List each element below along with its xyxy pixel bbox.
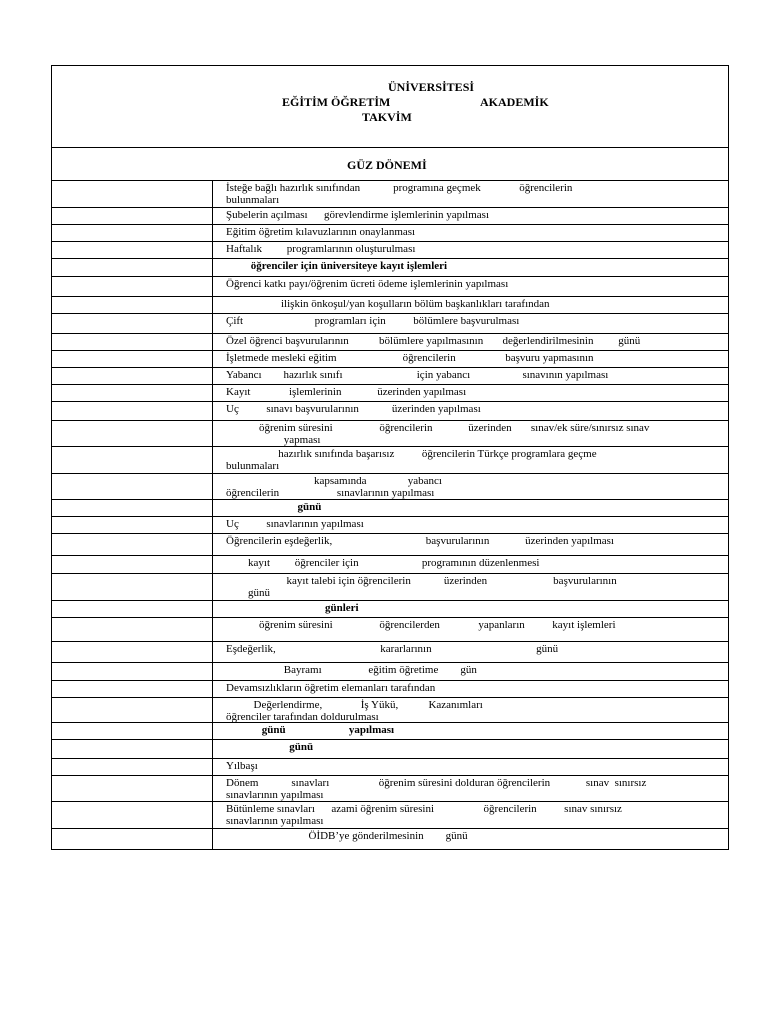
date-cell — [52, 277, 213, 296]
calendar-row — [52, 723, 728, 740]
activity-cell — [213, 723, 728, 739]
activity-text: sınavlarının yapılması — [226, 789, 324, 801]
activity-text: İsteğe bağlı hazırlık sınıfından programına geçmek öğrencilerin — [226, 182, 573, 194]
activity-text: Haftalık programlarının oluşturulması — [226, 243, 416, 255]
calendar-row — [52, 759, 728, 776]
calendar-row — [52, 385, 728, 402]
activity-cell — [213, 334, 728, 350]
activity-cell — [213, 385, 728, 401]
date-cell — [52, 601, 213, 617]
calendar-row — [52, 208, 728, 225]
calendar-row — [52, 421, 728, 447]
calendar-row — [52, 618, 728, 642]
date-cell — [52, 368, 213, 384]
activity-cell — [213, 181, 728, 207]
calendar-row — [52, 740, 728, 759]
activity-cell — [213, 759, 728, 775]
calendar-row — [52, 681, 728, 698]
activity-text: öğrenim süresini öğrencilerden yapanların kayıt işlemleri — [226, 619, 616, 631]
date-cell — [52, 351, 213, 367]
activity-cell — [213, 740, 728, 758]
date-cell — [52, 447, 213, 473]
calendar-row — [52, 802, 728, 829]
date-cell — [52, 663, 213, 680]
season-heading — [52, 148, 728, 181]
calendar-row — [52, 698, 728, 723]
activity-text: Öğrenci katkı payı/öğrenim ücreti ödeme işlemlerinin yapılması — [226, 278, 509, 290]
calendar-row — [52, 334, 728, 351]
calendar-row — [52, 517, 728, 534]
season-title: GÜZ DÖNEMİ — [347, 158, 427, 172]
date-cell — [52, 759, 213, 775]
activity-cell — [213, 601, 728, 617]
date-cell — [52, 181, 213, 207]
date-cell — [52, 802, 213, 828]
activity-text: öğrenciler için üniversiteye kayıt işlemleri — [226, 260, 448, 272]
activity-cell — [213, 277, 728, 296]
calendar-row — [52, 663, 728, 681]
calendar-row — [52, 474, 728, 500]
date-cell — [52, 829, 213, 849]
header-academic: AKADEMİK — [480, 95, 549, 109]
activity-text: Yabancı hazırlık sınıfı için yabancı sınavının yapılması — [226, 369, 609, 381]
activity-cell — [213, 402, 728, 420]
header-education-year: EĞİTİM ÖĞRETİM — [282, 95, 391, 109]
calendar-row — [52, 242, 728, 259]
activity-text: Uç sınavı başvurularının üzerinden yapılması — [226, 403, 481, 415]
activity-cell — [213, 663, 728, 680]
activity-cell — [213, 517, 728, 533]
date-cell — [52, 776, 213, 801]
activity-text: kapsamında yabancı — [226, 475, 442, 487]
calendar-row — [52, 351, 728, 368]
university-title: ÜNİVERSİTESİ — [388, 80, 475, 94]
activity-text: Çift programları için bölümlere başvurulması — [226, 315, 520, 327]
activity-text: Değerlendirme, İş Yükü, Kazanımları — [226, 699, 483, 711]
activity-text: günü — [226, 587, 270, 599]
date-cell — [52, 474, 213, 499]
activity-cell — [213, 642, 728, 662]
activity-text: bulunmaları — [226, 194, 280, 206]
calendar-row — [52, 225, 728, 242]
calendar-row — [52, 259, 728, 277]
calendar-row — [52, 534, 728, 556]
date-cell — [52, 314, 213, 333]
date-cell — [52, 642, 213, 662]
date-cell — [52, 402, 213, 420]
calendar-row — [52, 277, 728, 297]
activity-text: öğrenim süresini öğrencilerin üzerinden sınav/ek süre/sınırsız sınav — [226, 422, 650, 434]
activity-text: Bayramı eğitim öğretime gün — [226, 664, 477, 676]
calendar-row — [52, 297, 728, 314]
date-cell — [52, 556, 213, 573]
activity-cell — [213, 368, 728, 384]
activity-cell — [213, 556, 728, 573]
activity-text: kayıt talebi için öğrencilerin üzerinden başvurularının — [226, 575, 617, 587]
date-cell — [52, 297, 213, 313]
activity-cell — [213, 776, 728, 801]
calendar-row — [52, 447, 728, 474]
academic-calendar-table — [51, 65, 729, 850]
calendar-row — [52, 181, 728, 208]
activity-text: Bütünleme sınavları azami öğrenim süresini öğrencilerin sınav sınırsız — [226, 803, 622, 815]
activity-text: sınavlarının yapılması — [226, 815, 324, 827]
activity-cell — [213, 681, 728, 697]
calendar-row — [52, 314, 728, 334]
activity-cell — [213, 802, 728, 828]
activity-cell — [213, 314, 728, 333]
activity-text: İşletmede mesleki eğitim öğrencilerin başvuru yapmasının — [226, 352, 594, 364]
activity-cell — [213, 242, 728, 258]
activity-text: Dönem sınavları öğrenim süresini dolduran öğrencilerin sınav sınırsız — [226, 777, 647, 789]
activity-cell — [213, 618, 728, 641]
activity-text: günleri — [226, 602, 359, 614]
date-cell — [52, 225, 213, 241]
activity-cell — [213, 534, 728, 555]
activity-cell — [213, 208, 728, 224]
calendar-row — [52, 368, 728, 385]
date-cell — [52, 208, 213, 224]
calendar-row — [52, 776, 728, 802]
activity-text: Kayıt işlemlerinin üzerinden yapılması — [226, 386, 467, 398]
activity-text: hazırlık sınıfında başarısız öğrencilerin Türkçe programlara geçme — [226, 448, 597, 460]
activity-cell — [213, 829, 728, 849]
activity-text: bulunmaları — [226, 460, 280, 472]
date-cell — [52, 385, 213, 401]
date-cell — [52, 723, 213, 739]
date-cell — [52, 500, 213, 516]
activity-text: öğrenciler tarafından doldurulması — [226, 711, 379, 723]
activity-text: ÖİDB’ye gönderilmesinin günü — [226, 830, 468, 842]
date-cell — [52, 618, 213, 641]
activity-text: yapması — [226, 434, 321, 446]
activity-cell — [213, 351, 728, 367]
activity-cell — [213, 259, 728, 276]
activity-text: Öğrencilerin eşdeğerlik, başvurularının üzerinden yapılması — [226, 535, 614, 547]
activity-cell — [213, 447, 728, 473]
activity-text: Uç sınavlarının yapılması — [226, 518, 364, 530]
activity-cell — [213, 297, 728, 313]
date-cell — [52, 681, 213, 697]
calendar-rows — [52, 181, 728, 849]
activity-cell — [213, 500, 728, 516]
header-calendar: TAKVİM — [362, 110, 412, 124]
calendar-header — [52, 66, 728, 148]
calendar-row — [52, 500, 728, 517]
activity-text: Devamsızlıkların öğretim elemanları tarafından — [226, 682, 436, 694]
activity-cell — [213, 574, 728, 600]
date-cell — [52, 259, 213, 276]
calendar-row — [52, 574, 728, 601]
calendar-row — [52, 601, 728, 618]
activity-cell — [213, 421, 728, 446]
activity-text: Eşdeğerlik, kararlarının günü — [226, 643, 559, 655]
date-cell — [52, 740, 213, 758]
activity-text: ilişkin önkoşul/yan koşulların bölüm başkanlıkları tarafından — [226, 298, 550, 310]
calendar-row — [52, 642, 728, 663]
date-cell — [52, 534, 213, 555]
activity-text: Şubelerin açılması görevlendirme işlemlerinin yapılması — [226, 209, 490, 221]
calendar-row — [52, 402, 728, 421]
date-cell — [52, 421, 213, 446]
calendar-row — [52, 556, 728, 574]
activity-text: günü — [226, 741, 314, 753]
activity-text: öğrencilerin sınavlarının yapılması — [226, 487, 435, 499]
date-cell — [52, 517, 213, 533]
activity-text: Yılbaşı — [226, 760, 258, 772]
activity-text: günü yapılması — [226, 724, 395, 736]
date-cell — [52, 334, 213, 350]
date-cell — [52, 698, 213, 722]
activity-text: Özel öğrenci başvurularının bölümlere yapılmasının değerlendirilmesinin günü — [226, 335, 641, 347]
activity-text: günü — [226, 501, 322, 513]
activity-cell — [213, 698, 728, 722]
activity-cell — [213, 474, 728, 499]
activity-text: kayıt öğrenciler için programının düzenlenmesi — [226, 557, 540, 569]
activity-cell — [213, 225, 728, 241]
activity-text: Eğitim öğretim kılavuzlarının onaylanması — [226, 226, 416, 238]
calendar-row — [52, 829, 728, 849]
date-cell — [52, 242, 213, 258]
date-cell — [52, 574, 213, 600]
